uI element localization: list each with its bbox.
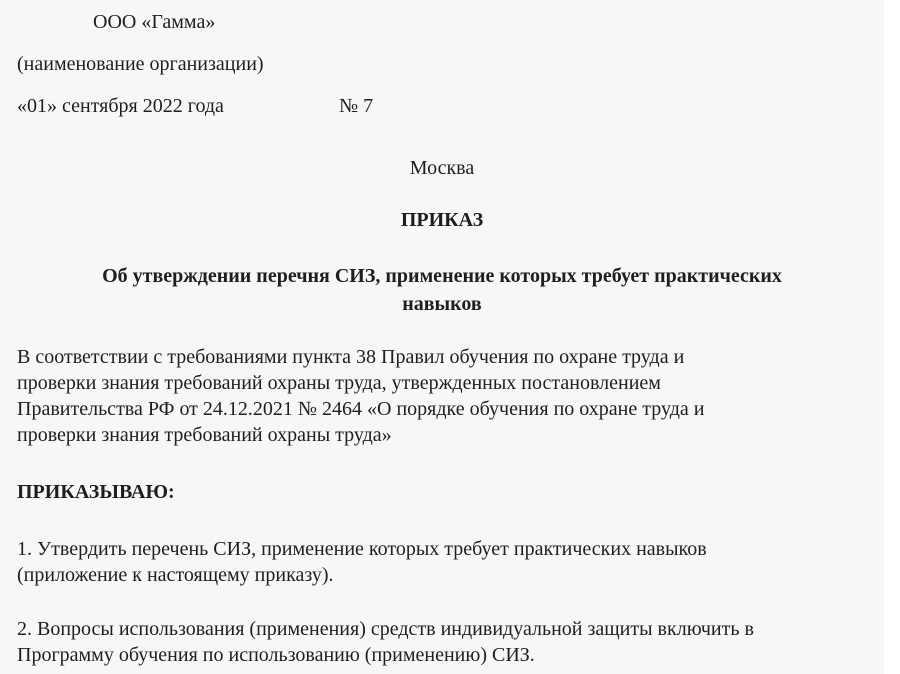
org-caption: (наименование организации): [17, 53, 264, 75]
title-line-2: навыков: [402, 293, 482, 315]
order-item-1: [17, 536, 887, 588]
item-line: (приложение к настоящему приказу).: [17, 564, 334, 586]
order-item-2: [17, 616, 887, 668]
order-date: «01» сентября 2022 года: [17, 95, 224, 117]
preamble: [17, 344, 887, 448]
title-line-1: Об утверждении перечня СИЗ, применение которых требует практических: [102, 265, 782, 287]
item-line: 1. Утвердить перечень СИЗ, применение которых требует практических навыков: [17, 538, 707, 560]
item-line: 2. Вопросы использования (применения) средств индивидуальной защиты включить в: [17, 618, 754, 640]
preamble-line: Правительства РФ от 24.12.2021 № 2464 «О порядке обучения по охране труда и: [17, 398, 705, 420]
order-number: № 7: [339, 95, 374, 117]
preamble-line: проверки знания требований охраны труда, утвержденных постановлением: [17, 372, 661, 394]
order-word: ПРИКАЗЫВАЮ:: [17, 481, 175, 503]
preamble-line: В соответствии с требованиями пункта 38 Правил обучения по охране труда и: [17, 346, 685, 368]
preamble-line: проверки знания требований охраны труда»: [17, 424, 392, 446]
item-line: Программу обучения по использованию (применению) СИЗ.: [17, 644, 535, 666]
doc-type: ПРИКАЗ: [400, 209, 484, 231]
org-name: ООО «Гамма»: [93, 11, 216, 33]
date-number-row: [17, 94, 377, 118]
city: Москва: [409, 157, 475, 179]
